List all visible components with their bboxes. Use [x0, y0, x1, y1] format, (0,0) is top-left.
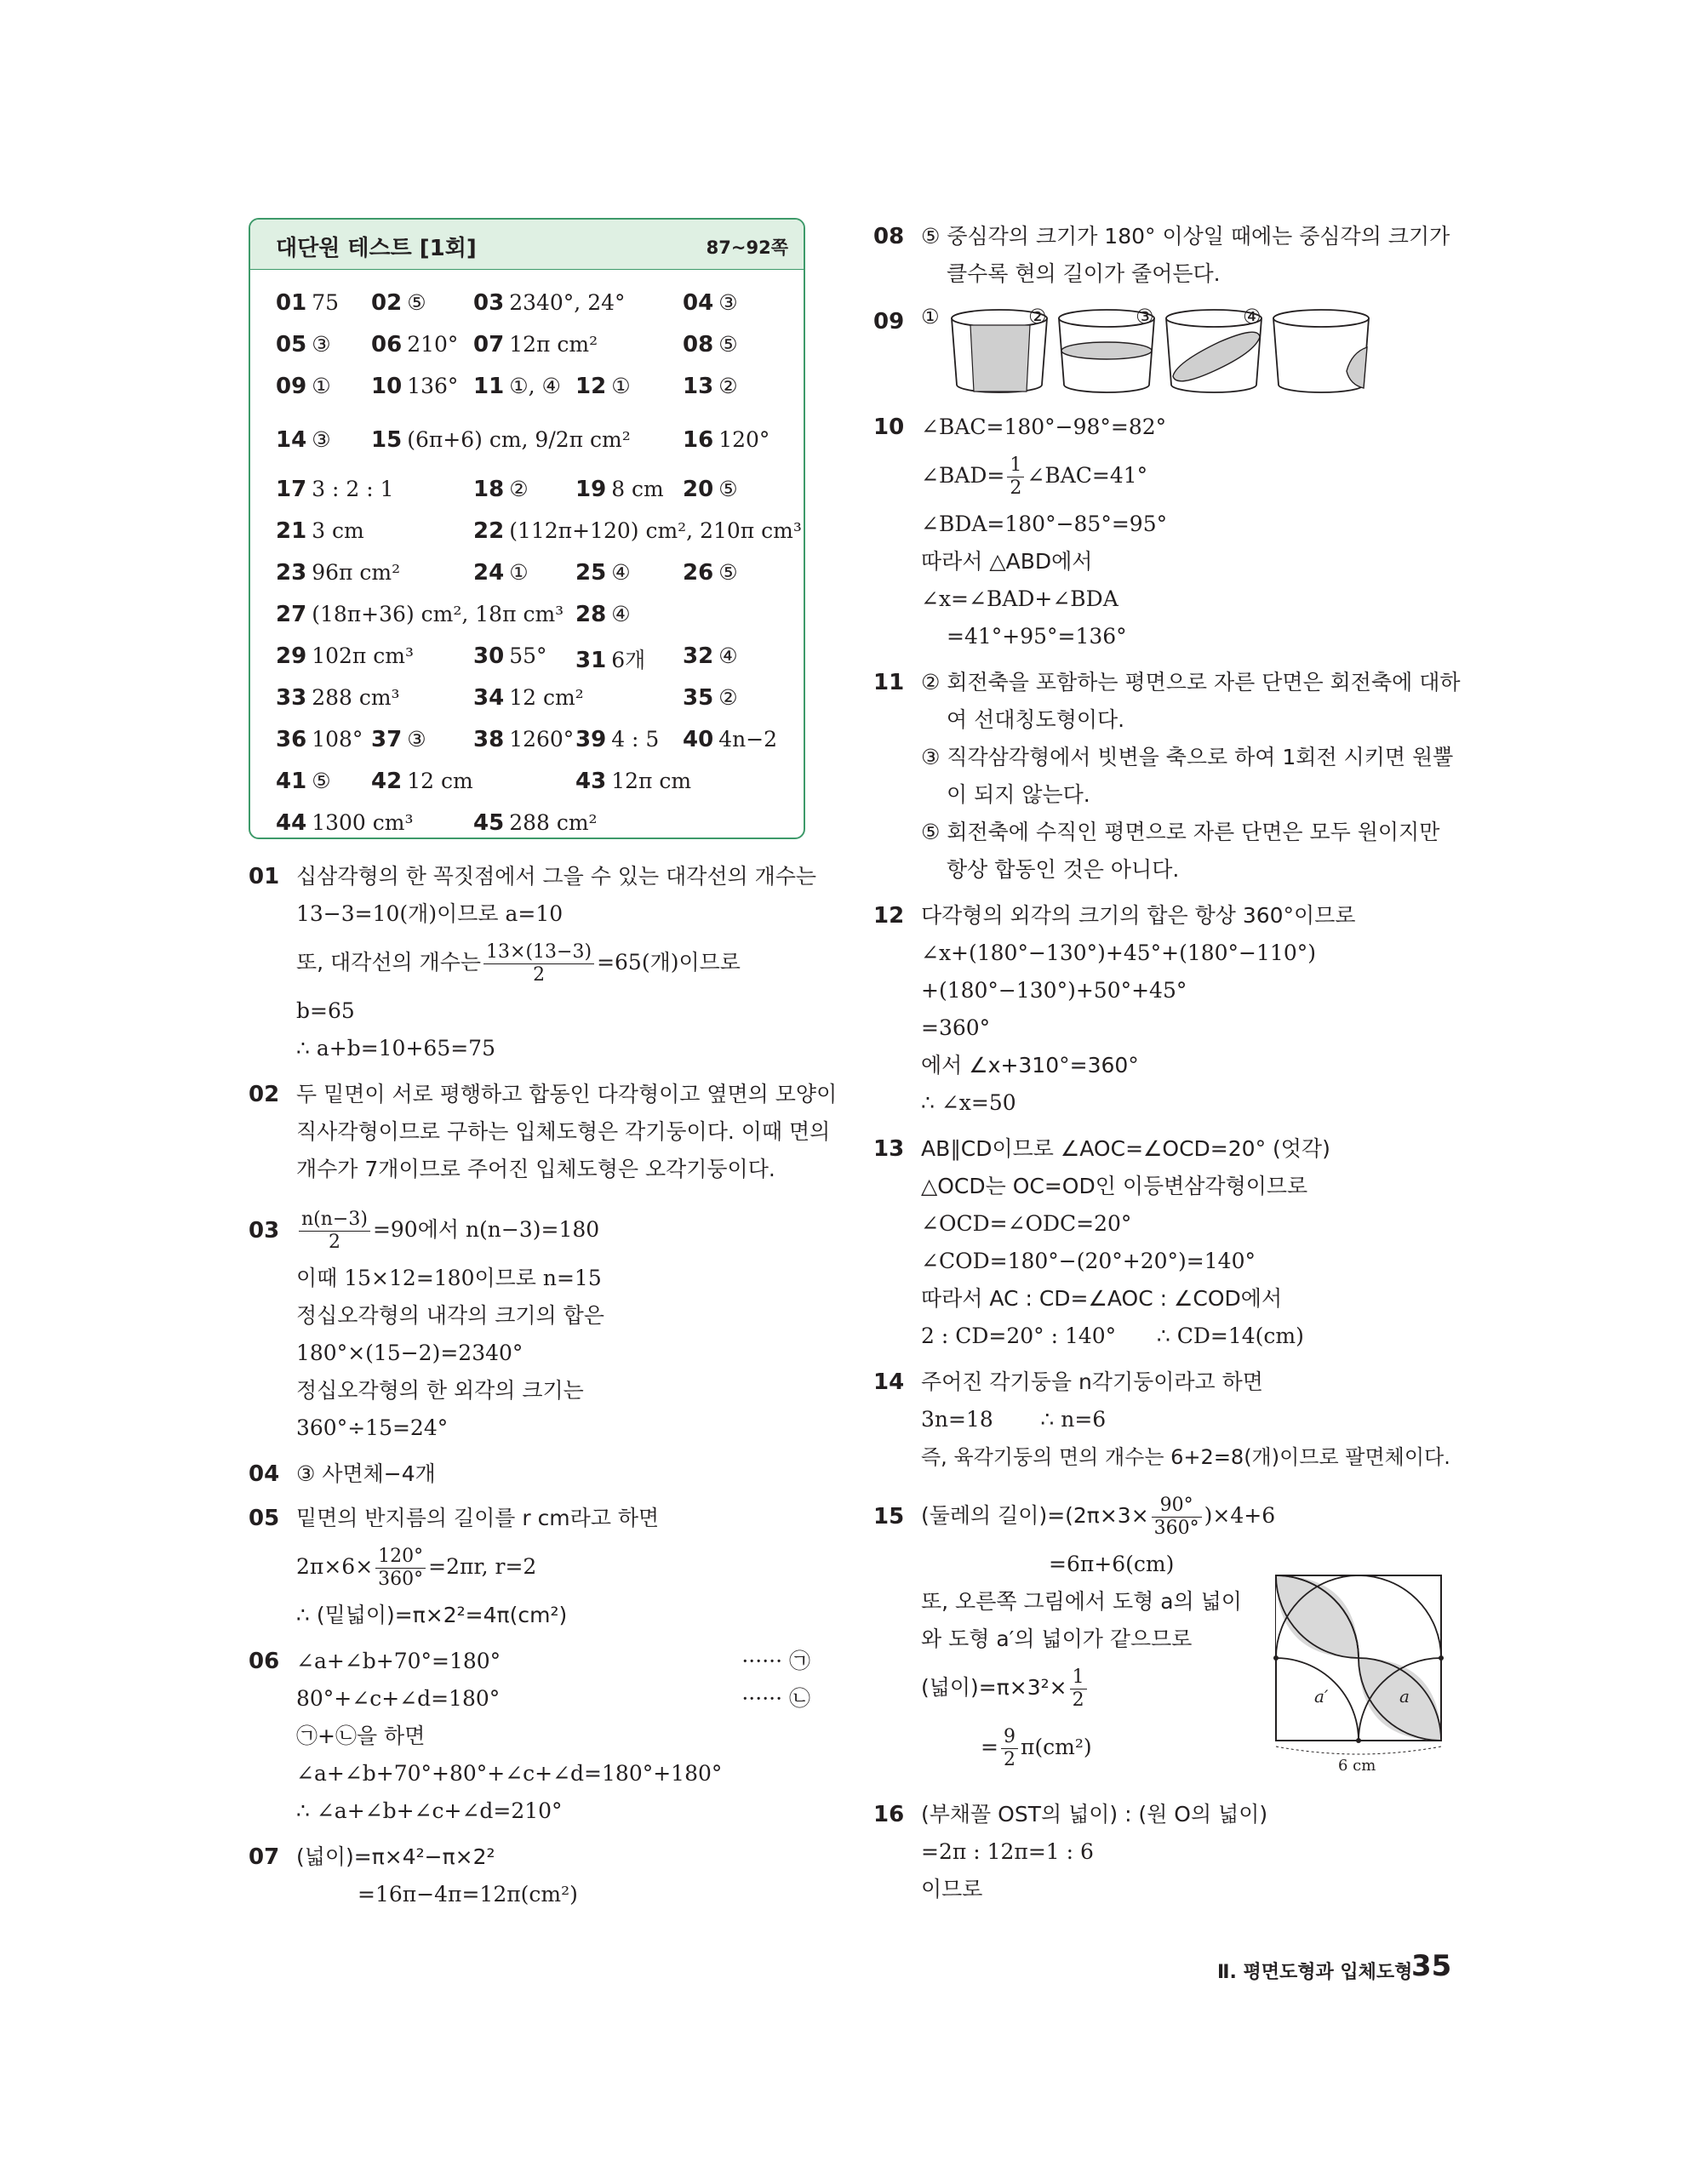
- denominator: 2: [328, 1231, 340, 1253]
- answer-number: 12: [575, 374, 607, 399]
- answer-row: [250, 760, 804, 802]
- answer-number: 45: [473, 810, 505, 836]
- solution-number: 01: [249, 864, 280, 889]
- answer-item: [473, 518, 802, 544]
- text-line: 십삼각형의 한 꼭짓점에서 그을 수 있는 대각선의 개수는: [296, 864, 817, 889]
- answer-number: 25: [575, 560, 607, 586]
- text-line: 이때 15×12=180이므로 n=15: [296, 1266, 602, 1290]
- page-number: 35: [1411, 1949, 1452, 1983]
- answer-number: 17: [276, 477, 307, 502]
- answer-number: 37: [371, 727, 403, 752]
- answer-number: 07: [473, 332, 505, 357]
- solution-number: 03: [249, 1218, 280, 1244]
- numerator: n(n−3): [299, 1209, 370, 1232]
- solution-15: [873, 1486, 1444, 1792]
- text-line: ∠a+∠b+70°+80°+∠c+∠d=180°+180°: [296, 1761, 723, 1786]
- answer-item: [371, 427, 631, 453]
- answer-number: 43: [575, 769, 607, 794]
- answer-item: [683, 727, 777, 752]
- answer-value: ⑤: [718, 332, 738, 357]
- answer-value: ②: [718, 374, 738, 398]
- answer-value: 4n−2: [718, 727, 778, 752]
- answer-value: 12π cm²: [509, 332, 598, 357]
- answer-number: 10: [371, 374, 403, 399]
- text-line: 정십오각형의 한 외각의 크기는: [296, 1378, 584, 1403]
- region-label: a′: [1314, 1686, 1329, 1707]
- text-line: 여 선대칭도형이다.: [947, 707, 1125, 732]
- answer-item: [575, 560, 631, 586]
- answer-number: 31: [575, 648, 607, 673]
- answer-value: 288 cm²: [509, 810, 598, 835]
- answer-item: [371, 332, 458, 357]
- solution-number: 02: [249, 1082, 280, 1107]
- length-label: 6 cm: [1338, 1757, 1376, 1774]
- answer-number: 23: [276, 560, 307, 586]
- answer-value: ④: [611, 560, 631, 585]
- answer-value: 288 cm³: [312, 685, 400, 710]
- answer-row: [250, 635, 804, 677]
- answer-value: ④: [611, 602, 631, 626]
- answer-value: 55°: [509, 643, 547, 668]
- text-line: 3n=18 ∴ n=6: [921, 1407, 1107, 1432]
- text-line: 180°×(15−2)=2340°: [296, 1341, 523, 1365]
- text-line: ∠x+(180°−130°)+45°+(180°−110°): [921, 940, 1316, 965]
- answer-value: 1260°: [509, 727, 575, 752]
- text-line: ∴ a+b=10+65=75: [296, 1036, 495, 1061]
- answer-number: 38: [473, 727, 505, 752]
- answer-value: 6개: [611, 648, 646, 672]
- answer-item: [683, 290, 738, 316]
- answer-item: [276, 685, 400, 711]
- answer-number: 02: [371, 290, 403, 316]
- solution-01: [249, 858, 817, 1067]
- text-span: 80°+∠c+∠d=180°: [296, 1686, 501, 1711]
- text-line: ∴ ∠a+∠b+∠c+∠d=210°: [296, 1798, 563, 1823]
- left-column: [249, 218, 838, 1913]
- text-line: [296, 1537, 810, 1597]
- answer-item: [473, 643, 547, 669]
- answer-number: 18: [473, 477, 505, 502]
- answer-item: [473, 727, 574, 752]
- answer-row: [250, 468, 804, 510]
- solution-11: [873, 664, 1461, 889]
- text-span: =90에서 n(n−3)=180: [372, 1217, 600, 1242]
- answer-item: [683, 560, 738, 586]
- answer-item: [276, 290, 339, 316]
- text-span: )×4+6: [1204, 1503, 1276, 1528]
- text-line: 360°÷15=24°: [296, 1415, 449, 1440]
- answer-number: 01: [276, 290, 307, 316]
- text-line: [296, 1680, 810, 1718]
- answer-value: ①: [509, 560, 529, 585]
- solution-number: 06: [249, 1649, 280, 1674]
- answer-item: [276, 810, 414, 836]
- text-line: ③ 직각삼각형에서 빗변을 축으로 하여 1회전 시키면 원뿔: [921, 745, 1454, 769]
- answer-value: ③: [718, 290, 738, 315]
- text-line: ∴ ∠x=50: [921, 1090, 1016, 1115]
- answer-item: [276, 560, 400, 586]
- answer-number: 22: [473, 518, 505, 544]
- answer-number: 08: [683, 332, 714, 357]
- answer-row: [250, 407, 804, 468]
- denominator: 360°: [1153, 1517, 1199, 1539]
- text-line: 와 도형 a′의 넓이가 같으므로: [921, 1627, 1193, 1651]
- text-line: 주어진 각기둥을 n각기둥이라고 하면: [921, 1369, 1263, 1394]
- fraction: [1001, 1726, 1018, 1771]
- answer-value: ⑤: [718, 477, 738, 501]
- text-line: 13−3=10(개)이므로 a=10: [296, 901, 564, 926]
- text-line: ∠OCD=∠ODC=20°: [921, 1211, 1132, 1236]
- answer-number: 09: [276, 374, 307, 399]
- answer-row: [250, 677, 804, 718]
- answer-item: [683, 477, 738, 502]
- text-span: ∠a+∠b+70°=180°: [296, 1649, 501, 1673]
- solution-number: 07: [249, 1844, 280, 1870]
- text-line: 정십오각형의 내각의 크기의 합은: [296, 1303, 604, 1328]
- answer-value: ①, ④: [509, 374, 561, 398]
- solution-number: 16: [873, 1802, 905, 1827]
- text-line: [296, 1643, 810, 1680]
- answer-value: 8 cm: [611, 477, 664, 501]
- answer-row: [250, 282, 804, 323]
- answer-value: 75: [312, 290, 339, 315]
- solution-13: [873, 1130, 1444, 1355]
- solution-number: 08: [873, 224, 905, 249]
- answer-value: ⑤: [312, 769, 331, 793]
- fraction: [1007, 455, 1024, 500]
- answer-item: [276, 374, 331, 399]
- answer-number: 30: [473, 643, 505, 669]
- answer-value: ⑤: [407, 290, 426, 315]
- text-line: 두 밑면이 서로 평행하고 합동인 다각형이고 옆면의 모양이: [296, 1082, 838, 1106]
- answer-box: [249, 218, 805, 839]
- text-line: =2π : 12π=1 : 6: [921, 1839, 1094, 1864]
- solution-02: [249, 1076, 838, 1188]
- answer-box-header: [250, 220, 804, 270]
- denominator: 360°: [378, 1569, 424, 1590]
- answer-row: [250, 552, 804, 593]
- answer-number: 35: [683, 685, 714, 711]
- text-line: =41°+95°=136°: [947, 624, 1127, 649]
- answer-value: 12 cm²: [509, 685, 584, 710]
- text-line: ② 회전축을 포함하는 평면으로 자른 단면은 회전축에 대하: [921, 670, 1461, 695]
- answer-item: [575, 727, 659, 752]
- text-span: =2πr, r=2: [428, 1554, 537, 1579]
- solution-05: [249, 1500, 810, 1634]
- answer-value: ④: [718, 643, 738, 668]
- answer-box-pages: 87~92쪽: [706, 237, 788, 258]
- text-line: [296, 933, 810, 992]
- solution-10: [873, 409, 1444, 655]
- solution-03: [249, 1200, 810, 1447]
- answer-row: [250, 593, 804, 635]
- answer-item: [276, 602, 564, 627]
- solution-number: 13: [873, 1136, 905, 1162]
- answer-number: 44: [276, 810, 307, 836]
- solution-number: 05: [249, 1506, 280, 1531]
- solution-number: 09: [873, 309, 905, 334]
- answer-item: [276, 769, 331, 794]
- answer-number: 41: [276, 769, 307, 794]
- answer-number: 28: [575, 602, 607, 627]
- answer-item: [371, 727, 426, 752]
- answer-item: [276, 332, 331, 357]
- solution-14: [873, 1364, 1450, 1476]
- answer-value: 1300 cm³: [312, 810, 414, 835]
- answer-number: 06: [371, 332, 403, 357]
- solution-09: [873, 303, 1444, 397]
- text-span: ∠BAC=41°: [1027, 463, 1148, 488]
- answer-row: [250, 802, 804, 839]
- answer-value: ②: [509, 477, 529, 501]
- text-line: 따라서 △ABD에서: [921, 549, 1093, 574]
- equation-mark: ······ ㉡: [741, 1686, 810, 1711]
- answer-item: [473, 685, 584, 711]
- text-line: [921, 1486, 1444, 1546]
- text-line: 이므로: [921, 1877, 983, 1901]
- numerator: 120°: [375, 1546, 426, 1569]
- answer-item: [473, 477, 529, 502]
- answer-item: [683, 332, 738, 357]
- text-span: (넓이)=π×3²×: [921, 1675, 1067, 1700]
- text-line: ∠BDA=180°−85°=95°: [921, 512, 1168, 536]
- text-line: (넓이)=π×4²−π×2²: [296, 1844, 495, 1869]
- answer-value: ①: [611, 374, 631, 398]
- fraction: [483, 941, 594, 986]
- answer-number: 39: [575, 727, 607, 752]
- text-line: 이 되지 않는다.: [947, 782, 1090, 807]
- text-line: 개수가 7개이므로 주어진 입체도형은 오각기둥이다.: [296, 1157, 775, 1181]
- answer-value: 136°: [407, 374, 459, 398]
- answer-number: 20: [683, 477, 714, 502]
- answer-value: 3 cm: [312, 518, 364, 543]
- answer-number: 42: [371, 769, 403, 794]
- text-line: ∠COD=180°−(20°+20°)=140°: [921, 1249, 1256, 1273]
- answer-number: 15: [371, 427, 403, 453]
- numerator: 90°: [1152, 1495, 1202, 1518]
- denominator: 2: [533, 963, 546, 986]
- answer-value: 108°: [312, 727, 363, 752]
- answer-number: 16: [683, 427, 714, 453]
- text-line: ㉠+㉡을 하면: [296, 1724, 426, 1748]
- answer-item: [473, 332, 598, 357]
- solution-07: [249, 1838, 810, 1913]
- choice-label: ①: [921, 305, 940, 329]
- answer-number: 21: [276, 518, 307, 544]
- footer-section-title: Ⅱ. 평면도형과 입체도형: [1217, 1962, 1413, 1983]
- denominator: 2: [1010, 477, 1022, 499]
- answer-value: 12π cm: [611, 769, 692, 793]
- answer-row: [250, 718, 804, 760]
- right-column: [873, 218, 1461, 1908]
- answer-value: 210°: [407, 332, 459, 357]
- text-line: 즉, 육각기둥의 면의 개수는 6+2=8(개)이므로 팔면체이다.: [921, 1445, 1450, 1469]
- answer-value: ⑤: [718, 560, 738, 585]
- solution-number: 11: [873, 670, 905, 695]
- solution-04: [249, 1455, 810, 1493]
- text-line: 클수록 현의 길이가 줄어든다.: [947, 261, 1221, 286]
- solution-number: 15: [873, 1504, 905, 1529]
- answer-number: 03: [473, 290, 505, 316]
- text-line: (부채꼴 OST의 넓이) : (원 O의 넓이): [921, 1802, 1268, 1827]
- answer-value: (6π+6) cm, 9/2π cm²: [407, 427, 631, 452]
- answer-row: [250, 323, 804, 365]
- text-line: △OCD는 OC=OD인 이등변삼각형이므로: [921, 1174, 1308, 1198]
- text-line: ③ 사면체−4개: [296, 1461, 436, 1486]
- text-line: =16π−4π=12π(cm²): [358, 1882, 578, 1907]
- text-span: π(cm²): [1020, 1735, 1092, 1759]
- answer-row: [250, 365, 804, 407]
- text-line: 에서 ∠x+310°=360°: [921, 1053, 1139, 1078]
- fraction: [1152, 1495, 1202, 1540]
- text-line: b=65: [296, 998, 355, 1023]
- answer-number: 11: [473, 374, 505, 399]
- answer-value: ③: [312, 427, 331, 452]
- answer-item: [575, 374, 631, 399]
- text-line: AB∥CD이므로 ∠AOC=∠OCD=20° (엇각): [921, 1136, 1330, 1161]
- answer-item: [276, 643, 414, 669]
- text-span: 또, 대각선의 개수는: [296, 950, 482, 975]
- text-span: =65(개)이므로: [597, 950, 741, 975]
- answer-item: [683, 685, 738, 711]
- numerator: 1: [1070, 1667, 1087, 1689]
- choice-label: ④: [1243, 305, 1262, 329]
- text-line: ∠BAC=180°−98°=82°: [921, 415, 1167, 439]
- text-line: =360°: [921, 1015, 991, 1040]
- text-line: 밑면의 반지름의 길이를 r cm라고 하면: [296, 1506, 660, 1530]
- fraction: [375, 1546, 426, 1591]
- answer-number: 26: [683, 560, 714, 586]
- text-line: ⑤ 회전축에 수직인 평면으로 자른 단면은 모두 원이지만: [921, 820, 1440, 844]
- answer-number: 04: [683, 290, 714, 316]
- answer-number: 40: [683, 727, 714, 752]
- text-line: ∴ (밑넓이)=π×2²=4π(cm²): [296, 1603, 568, 1627]
- solution-12: [873, 897, 1444, 1122]
- answer-number: 36: [276, 727, 307, 752]
- answer-number: 33: [276, 685, 307, 711]
- fraction: [299, 1209, 370, 1254]
- text-line: [921, 446, 1444, 506]
- answer-value: ②: [718, 685, 738, 710]
- text-span: 2π×6×: [296, 1554, 374, 1579]
- answer-number: 19: [575, 477, 607, 502]
- answer-number: 32: [683, 643, 714, 669]
- answer-item: [371, 290, 426, 316]
- text-line: +(180°−130°)+50°+45°: [921, 978, 1187, 1003]
- solution-08: [873, 218, 1450, 293]
- answer-number: 13: [683, 374, 714, 399]
- answer-value: 120°: [718, 427, 770, 452]
- text-span: (둘레의 길이)=(2π×3×: [921, 1503, 1149, 1528]
- solution-number: 14: [873, 1369, 905, 1395]
- text-line: 직사각형이므로 구하는 입체도형은 각기둥이다. 이때 면의: [296, 1119, 831, 1144]
- answer-item: [276, 518, 364, 544]
- answer-number: 27: [276, 602, 307, 627]
- answer-item: [473, 560, 529, 586]
- answer-value: ③: [312, 332, 331, 357]
- answer-item: [683, 427, 769, 453]
- solution-06: [249, 1643, 810, 1830]
- answer-item: [683, 374, 738, 399]
- text-line: =6π+6(cm): [1049, 1552, 1175, 1576]
- answer-item: [371, 374, 458, 399]
- answer-value: (112π+120) cm², 210π cm³: [509, 518, 802, 543]
- denominator: 2: [1072, 1689, 1084, 1711]
- equation-mark: ······ ㉠: [741, 1649, 810, 1673]
- answer-value: 12 cm: [407, 769, 473, 793]
- text-span: =: [981, 1735, 998, 1759]
- region-label: a: [1399, 1686, 1410, 1707]
- answer-value: (18π+36) cm², 18π cm³: [312, 602, 564, 626]
- answer-item: [473, 290, 626, 316]
- answer-number: 24: [473, 560, 505, 586]
- answer-value: ①: [312, 374, 331, 398]
- answer-number: 05: [276, 332, 307, 357]
- answer-item: [276, 727, 363, 752]
- answer-box-title: 대단원 테스트 [1회]: [276, 236, 477, 261]
- denominator: 2: [1003, 1749, 1015, 1770]
- answer-value: 3 : 2 : 1: [312, 477, 394, 501]
- solution-number: 04: [249, 1461, 280, 1487]
- numerator: 1: [1007, 455, 1024, 477]
- text-line: 2 : CD=20° : 140° ∴ CD=14(cm): [921, 1324, 1304, 1348]
- answer-value: 96π cm²: [312, 560, 401, 585]
- solution-number: 12: [873, 903, 905, 929]
- answer-rows: [250, 282, 804, 839]
- text-line: 다각형의 외각의 크기의 합은 항상 360°이므로: [921, 903, 1356, 928]
- answer-number: 29: [276, 643, 307, 669]
- cylinder-cuts-figure: [921, 303, 1440, 397]
- answer-item: [683, 643, 738, 669]
- choice-label: ③: [1136, 305, 1154, 329]
- answer-value: 102π cm³: [312, 643, 415, 668]
- solution-number: 10: [873, 415, 905, 440]
- square-arcs-figure: [1273, 1573, 1449, 1774]
- answer-item: [276, 427, 331, 453]
- answer-value: 4 : 5: [611, 727, 660, 752]
- answer-item: [575, 477, 664, 502]
- answer-item: [371, 769, 473, 794]
- answer-row: [250, 510, 804, 552]
- answer-item: [473, 374, 561, 399]
- text-span: ∠BAD=: [921, 463, 1005, 488]
- text-line: ∠x=∠BAD+∠BDA: [921, 586, 1118, 611]
- answer-number: 14: [276, 427, 307, 453]
- answer-item: [276, 477, 394, 502]
- answer-item: [575, 602, 631, 627]
- answer-item: [575, 643, 645, 674]
- answer-item: [473, 810, 598, 836]
- answer-value: 2340°, 24°: [509, 290, 626, 315]
- solution-16: [873, 1796, 1444, 1908]
- numerator: 13×(13−3): [483, 941, 594, 964]
- choice-label: ②: [1028, 305, 1047, 329]
- fraction: [1070, 1667, 1087, 1712]
- answer-number: 34: [473, 685, 505, 711]
- answer-value: ③: [407, 727, 426, 752]
- text-line: 따라서 AC : CD=∠AOC : ∠COD에서: [921, 1286, 1283, 1311]
- numerator: 9: [1001, 1726, 1018, 1749]
- text-line: 또, 오른쪽 그림에서 도형 a의 넓이: [921, 1589, 1242, 1614]
- answer-item: [575, 769, 691, 794]
- text-line: [296, 1200, 810, 1260]
- text-line: ⑤ 중심각의 크기가 180° 이상일 때에는 중심각의 크기가: [921, 224, 1450, 249]
- text-line: 항상 합동인 것은 아니다.: [947, 857, 1180, 882]
